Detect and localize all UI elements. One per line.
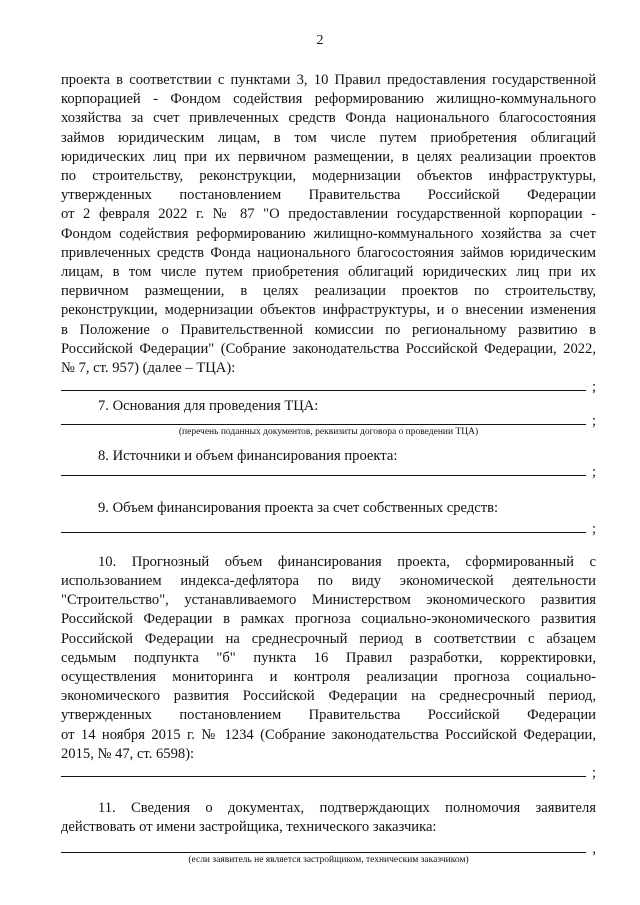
text-line: хозяйства за счет привлеченных средств Фонда национального благосостояния <box>61 110 596 127</box>
text-line: первичном размещении, в целях реализации проектов по строительству, <box>61 283 596 300</box>
text-line: от 2 февраля 2022 г. № 87 "О предоставлении государственной корпорации - <box>61 206 596 223</box>
text-line: проекта в соответствии с пунктами 3, 10 Правил предоставления государственной <box>61 72 596 88</box>
text-line: корпорацией - Фондом содействия реформированию жилищно-коммунального <box>61 91 596 108</box>
fill-line-section-8[interactable] <box>61 463 596 480</box>
text-line: утвержденных постановлением Правительства Российской Федерации <box>61 707 596 724</box>
text-line: 2015, № 47, ст. 6598): <box>61 745 195 762</box>
section-7-heading: 7. Основания для проведения ТЦА: <box>98 398 319 415</box>
section-7-caption: (перечень поданных документов, реквизиты договора о проведении ТЦА) <box>178 427 479 438</box>
text-line: осуществления мониторинга и контроля реализации прогноза социально- <box>61 669 596 686</box>
fill-line-section-11[interactable] <box>61 838 596 857</box>
line-end-comma: , <box>592 840 596 857</box>
line-end-semicolon: ; <box>591 413 596 430</box>
text-line: экономического развития Российской Федерации на среднесрочный период, <box>61 688 596 705</box>
text-line: реконструкции, модернизации объектов инфраструктуры, и о внесении изменения <box>61 302 596 319</box>
text-line: по строительству, реконструкции, модернизации объектов инфраструктуры, <box>61 168 596 185</box>
section-9 <box>61 499 596 537</box>
line-end-semicolon: ; <box>591 463 596 480</box>
section-11 <box>61 799 596 865</box>
section-11-caption: (если заявитель не является застройщиком, техническим заказчиком) <box>188 854 469 865</box>
text-line: утвержденных постановлением Правительства Российской Федерации <box>61 187 596 204</box>
fill-line-intro[interactable] <box>61 378 596 396</box>
text-line: Российской Федерации в рамках прогноза социально-экономического развития <box>61 611 596 628</box>
intro-paragraph <box>61 71 596 378</box>
fill-line-section-7[interactable] <box>61 413 596 430</box>
text-line: лицам, в том числе путем приобретения облигаций юридических лиц при их <box>61 264 596 281</box>
section-7 <box>61 397 596 438</box>
text-line: "Строительство", устанавливаемого Министерством экономического развития <box>61 592 596 609</box>
text-line: юридических лиц при их первичном размещении, в целях реализации проектов <box>61 148 596 165</box>
section-8 <box>61 447 596 480</box>
section-8-heading: 8. Источники и объем финансирования проекта: <box>98 448 398 465</box>
text-line: Фондом содействия реформированию жилищно-коммунального хозяйства за счет <box>61 225 596 242</box>
text-line: от 14 ноября 2015 г. № 1234 (Собрание законодательства Российской Федерации, <box>61 726 596 743</box>
line-end-semicolon: ; <box>591 520 596 537</box>
text-line: займов юридическим лицам, в том числе путем приобретения облигаций <box>61 129 596 146</box>
text-line: действовать от имени застройщика, технического заказчика: <box>61 819 437 836</box>
text-line: № 7, ст. 957) (далее – ТЦА): <box>61 360 236 377</box>
section-10 <box>61 553 596 782</box>
page-number: 2 <box>316 33 324 48</box>
text-line: 11. Сведения о документах, подтверждающих полномочия заявителя <box>98 800 596 817</box>
fill-line-section-9[interactable] <box>61 518 596 537</box>
text-line: 10. Прогнозный объем финансирования проекта, сформированный с <box>98 553 596 570</box>
section-9-heading: 9. Объем финансирования проекта за счет собственных средств: <box>98 499 499 516</box>
text-line: Российской Федерации" (Собрание законодательства Российской Федерации, 2022, <box>61 340 596 357</box>
document-body <box>61 71 596 866</box>
text-line: Российской Федерации на среднесрочный период в соответствии с абзацем <box>61 630 596 647</box>
text-line: в Положение о Правительственной комиссии по региональному развитию в <box>61 321 596 338</box>
text-line: использованием индекса-дефлятора по виду экономической деятельности <box>61 573 596 590</box>
line-end-semicolon: ; <box>591 765 596 782</box>
fill-line-section-10[interactable] <box>61 764 596 782</box>
text-line: седьмым подпункта "б" пункта 16 Правил разработки, корректировки, <box>61 649 596 666</box>
text-line: привлеченных средств Фонда национального благосостояния займов юридическим <box>61 244 596 261</box>
line-end-semicolon: ; <box>591 379 596 396</box>
